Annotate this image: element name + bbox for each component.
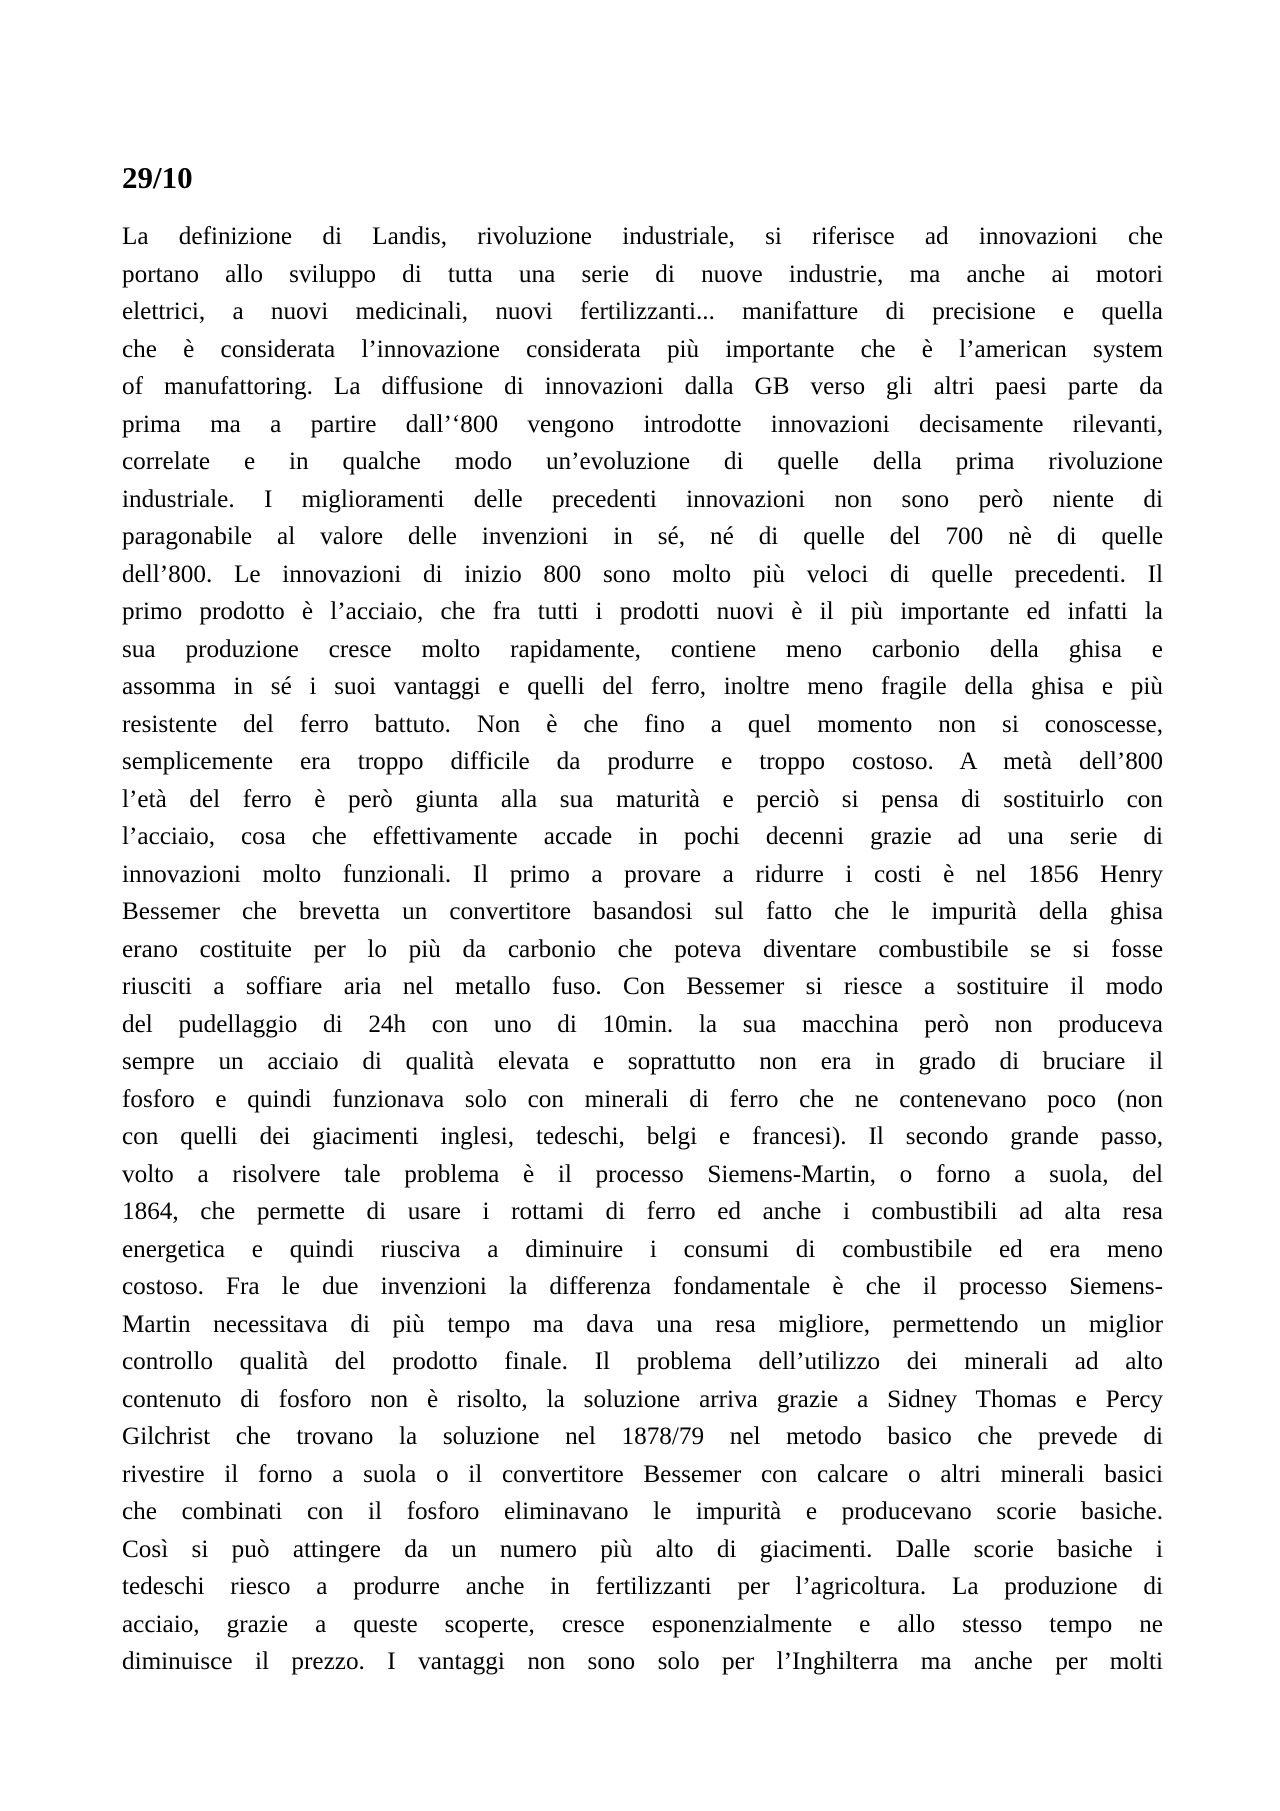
text-line: fosforo e quindi funzionava solo con minerali di ferro che ne contenevano poco (non (122, 1085, 1163, 1113)
text-line: innovazioni molto funzionali. Il primo a provare a ridurre i costi è nel 1856 Henry (122, 860, 1163, 888)
text-line: resistente del ferro battuto. Non è che fino a quel momento non si conoscesse, (122, 710, 1163, 738)
text-line: Martin necessitava di più tempo ma dava una resa migliore, permettendo un miglior (122, 1310, 1163, 1338)
body-paragraph (122, 218, 1163, 1681)
text-line: Così si può attingere da un numero più alto di giacimenti. Dalle scorie basiche i (122, 1535, 1163, 1563)
text-line: del pudellaggio di 24h con uno di 10min. la sua macchina però non produceva (122, 1010, 1163, 1038)
text-line: industriale. I miglioramenti delle precedenti innovazioni non sono però niente di (122, 485, 1163, 513)
text-line: controllo qualità del prodotto finale. Il problema dell’utilizzo dei minerali ad alto (122, 1348, 1163, 1375)
text-line: riusciti a soffiare aria nel metallo fuso. Con Bessemer si riesce a sostituire il modo (122, 973, 1163, 1000)
text-line: primo prodotto è l’acciaio, che fra tutti i prodotti nuovi è il più importante ed infatti la (122, 598, 1163, 625)
text-line: dell’800. Le innovazioni di inizio 800 sono molto più veloci di quelle precedenti. Il (122, 560, 1163, 588)
page-heading: 29/10 (122, 160, 193, 195)
text-line: assomma in sé i suoi vantaggi e quelli del ferro, inoltre meno fragile della ghisa e più (122, 673, 1163, 700)
text-line: La definizione di Landis, rivoluzione industriale, si riferisce ad innovazioni che (122, 223, 1163, 250)
text-line: tedeschi riesco a produrre anche in fertilizzanti per l’agricoltura. La produzione di (122, 1573, 1163, 1600)
text-line: erano costituite per lo più da carbonio che poteva diventare combustibile se si fosse (122, 935, 1163, 963)
text-line: Gilchrist che trovano la soluzione nel 1878/79 nel metodo basico che prevede di (122, 1423, 1163, 1450)
text-line: che è considerata l’innovazione considerata più importante che è l’american system (122, 335, 1163, 363)
text-line: che combinati con il fosforo eliminavano le impurità e producevano scorie basiche. (122, 1498, 1163, 1525)
text-line: elettrici, a nuovi medicinali, nuovi fertilizzanti... manifatture di precisione e quella (122, 298, 1163, 325)
text-line: costoso. Fra le due invenzioni la differenza fondamentale è che il processo Siemens- (122, 1273, 1163, 1300)
text-line: contenuto di fosforo non è risolto, la soluzione arriva grazie a Sidney Thomas e Percy (122, 1385, 1163, 1413)
text-line: portano allo sviluppo di tutta una serie di nuove industrie, ma anche ai motori (122, 260, 1163, 288)
text-line: of manufattoring. La diffusione di innovazioni dalla GB verso gli altri paesi parte da (122, 373, 1163, 400)
text-line: Bessemer che brevetta un convertitore basandosi sul fatto che le impurità della ghisa (122, 898, 1163, 925)
text-line: l’acciaio, cosa che effettivamente accade in pochi decenni grazie ad una serie di (122, 823, 1163, 850)
text-line: sua produzione cresce molto rapidamente, contiene meno carbonio della ghisa e (122, 635, 1163, 663)
text-line: paragonabile al valore delle invenzioni in sé, né di quelle del 700 nè di quelle (122, 523, 1163, 550)
text-line: con quelli dei giacimenti inglesi, tedeschi, belgi e francesi). Il secondo grande passo, (122, 1123, 1163, 1150)
text-line: volto a risolvere tale problema è il processo Siemens-Martin, o forno a suola, del (122, 1160, 1163, 1188)
text-line: energetica e quindi riusciva a diminuire i consumi di combustibile ed era meno (122, 1235, 1163, 1263)
text-line: sempre un acciaio di qualità elevata e soprattutto non era in grado di bruciare il (122, 1048, 1163, 1075)
text-line: l’età del ferro è però giunta alla sua maturità e perciò si pensa di sostituirlo con (122, 785, 1163, 813)
text-line: rivestire il forno a suola o il convertitore Bessemer con calcare o altri minerali basici (122, 1460, 1163, 1488)
text-line: correlate e in qualche modo un’evoluzione di quelle della prima rivoluzione (122, 448, 1163, 475)
text-line: prima ma a partire dall’‘800 vengono introdotte innovazioni decisamente rilevanti, (122, 410, 1163, 438)
text-line: semplicemente era troppo difficile da produrre e troppo costoso. A metà dell’800 (122, 748, 1163, 775)
text-line: 1864, che permette di usare i rottami di ferro ed anche i combustibili ad alta resa (122, 1198, 1163, 1225)
text-line: diminuisce il prezzo. I vantaggi non sono solo per l’Inghilterra ma anche per molti (122, 1648, 1163, 1675)
text-line: acciaio, grazie a queste scoperte, cresce esponenzialmente e allo stesso tempo ne (122, 1610, 1163, 1638)
